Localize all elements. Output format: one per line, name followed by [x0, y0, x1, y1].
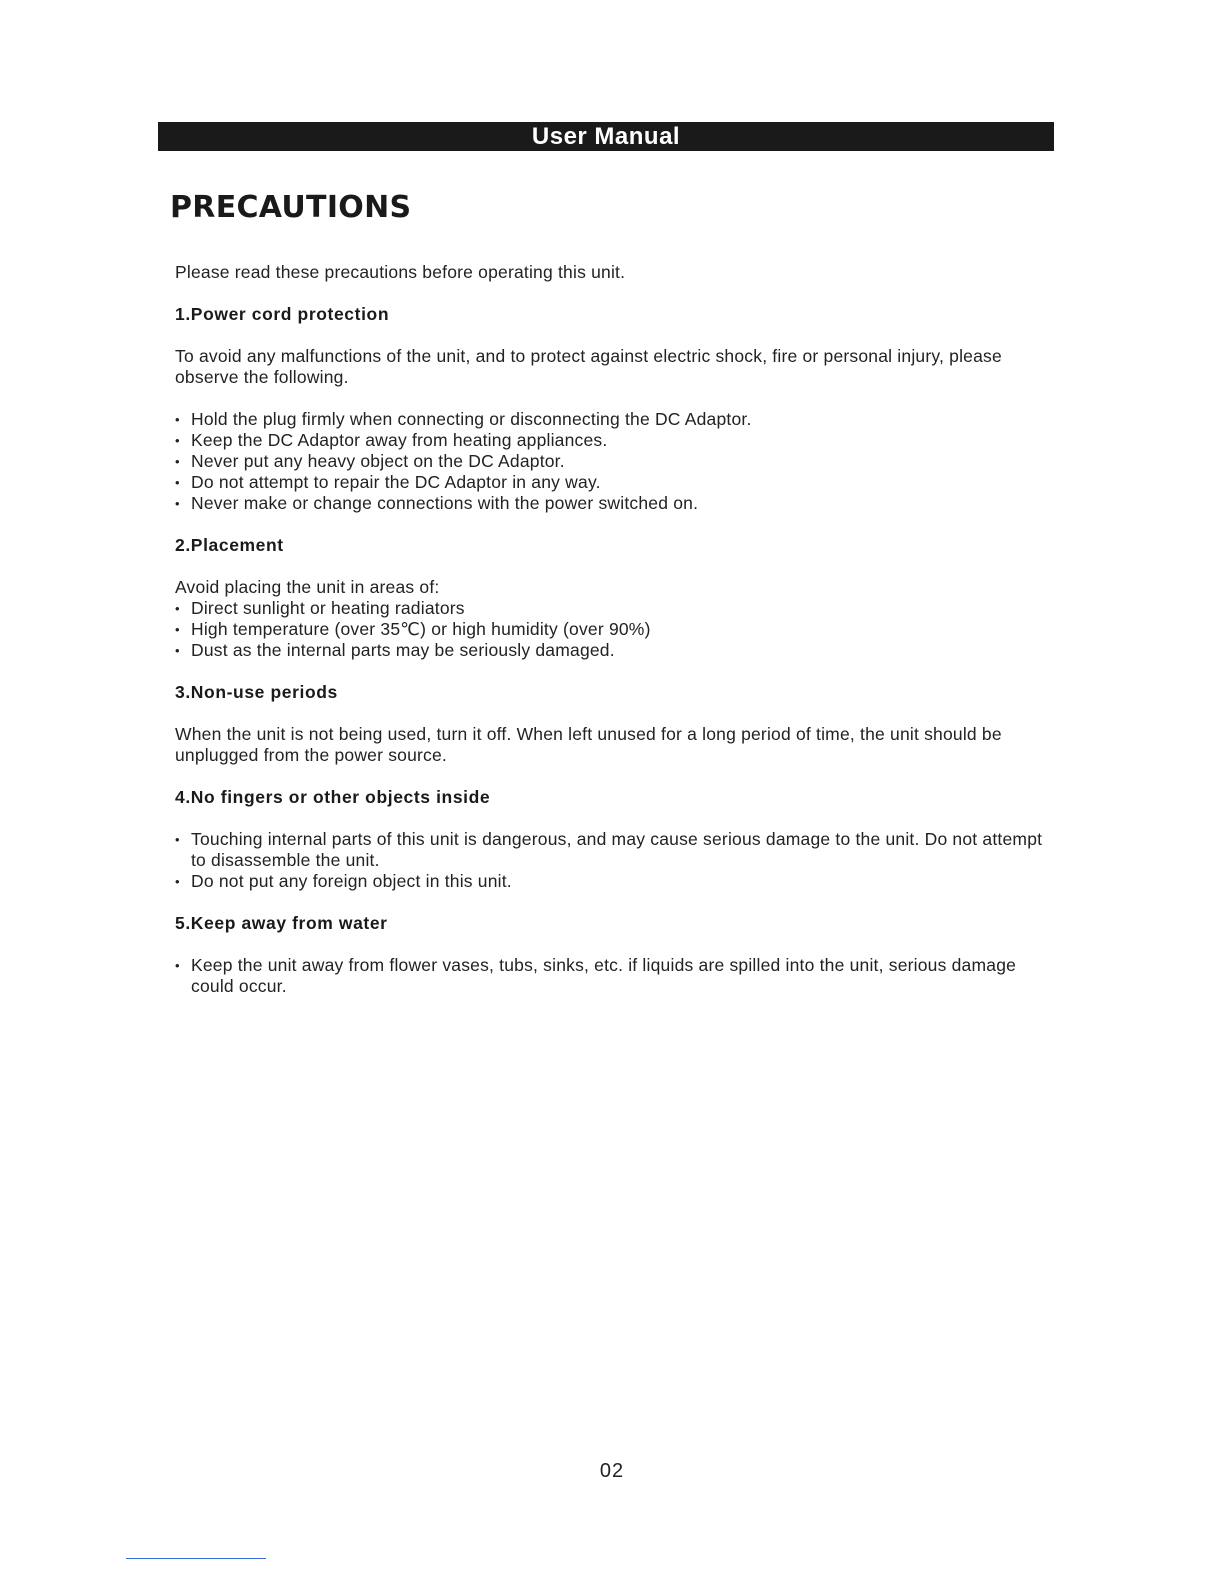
- manual-header-title: User Manual: [531, 123, 681, 150]
- list-item: • Do not attempt to repair the DC Adaptor in any way.: [175, 472, 1055, 493]
- list-item: • Keep the DC Adaptor away from heating appliances.: [175, 430, 1055, 451]
- section-heading-water: 5.Keep away from water: [175, 913, 388, 933]
- list-item: • Touching internal parts of this unit is dangerous, and may cause serious damage to the unit. Do not attempt to disassemble the unit.: [175, 829, 1055, 871]
- list-item: • Direct sunlight or heating radiators: [175, 598, 1055, 619]
- section-heading-no-fingers: 4.No fingers or other objects inside: [175, 787, 491, 807]
- list-item: • Do not put any foreign object in this unit.: [175, 871, 1055, 892]
- list-item: • Keep the unit away from flower vases, tubs, sinks, etc. if liquids are spilled into the unit, serious damage could occur.: [175, 955, 1055, 997]
- footer-rule: [126, 1558, 266, 1559]
- bullet-list-no-fingers: [175, 829, 1055, 892]
- section-heading-placement: 2.Placement: [175, 535, 284, 555]
- section-text-placement: Avoid placing the unit in areas of:: [175, 577, 440, 597]
- list-item: • High temperature (over 35℃) or high humidity (over 90%): [175, 619, 1055, 640]
- section-text-non-use: When the unit is not being used, turn it off. When left unused for a long period of time, the unit should be unplugged from the power source.: [175, 724, 1002, 765]
- manual-header-bar: [158, 122, 1054, 151]
- page-title: PRECAUTIONS: [170, 190, 412, 225]
- section-heading-power-cord: 1.Power cord protection: [175, 304, 390, 324]
- section-text-power-cord: To avoid any malfunctions of the unit, and to protect against electric shock, fire or personal injury, please observe the following.: [175, 346, 1002, 387]
- bullet-list-water: [175, 955, 1055, 997]
- list-item: • Hold the plug firmly when connecting or disconnecting the DC Adaptor.: [175, 409, 1055, 430]
- precautions-content: [175, 262, 1055, 997]
- list-item: • Never put any heavy object on the DC Adaptor.: [175, 451, 1055, 472]
- list-item: • Dust as the internal parts may be seriously damaged.: [175, 640, 1055, 661]
- bullet-list-power-cord: [175, 409, 1055, 514]
- page-number: 02: [599, 1460, 625, 1482]
- intro-text: Please read these precautions before operating this unit.: [175, 262, 626, 282]
- bullet-list-placement: [175, 598, 1055, 661]
- section-heading-non-use: 3.Non-use periods: [175, 682, 338, 702]
- list-item: • Never make or change connections with the power switched on.: [175, 493, 1055, 514]
